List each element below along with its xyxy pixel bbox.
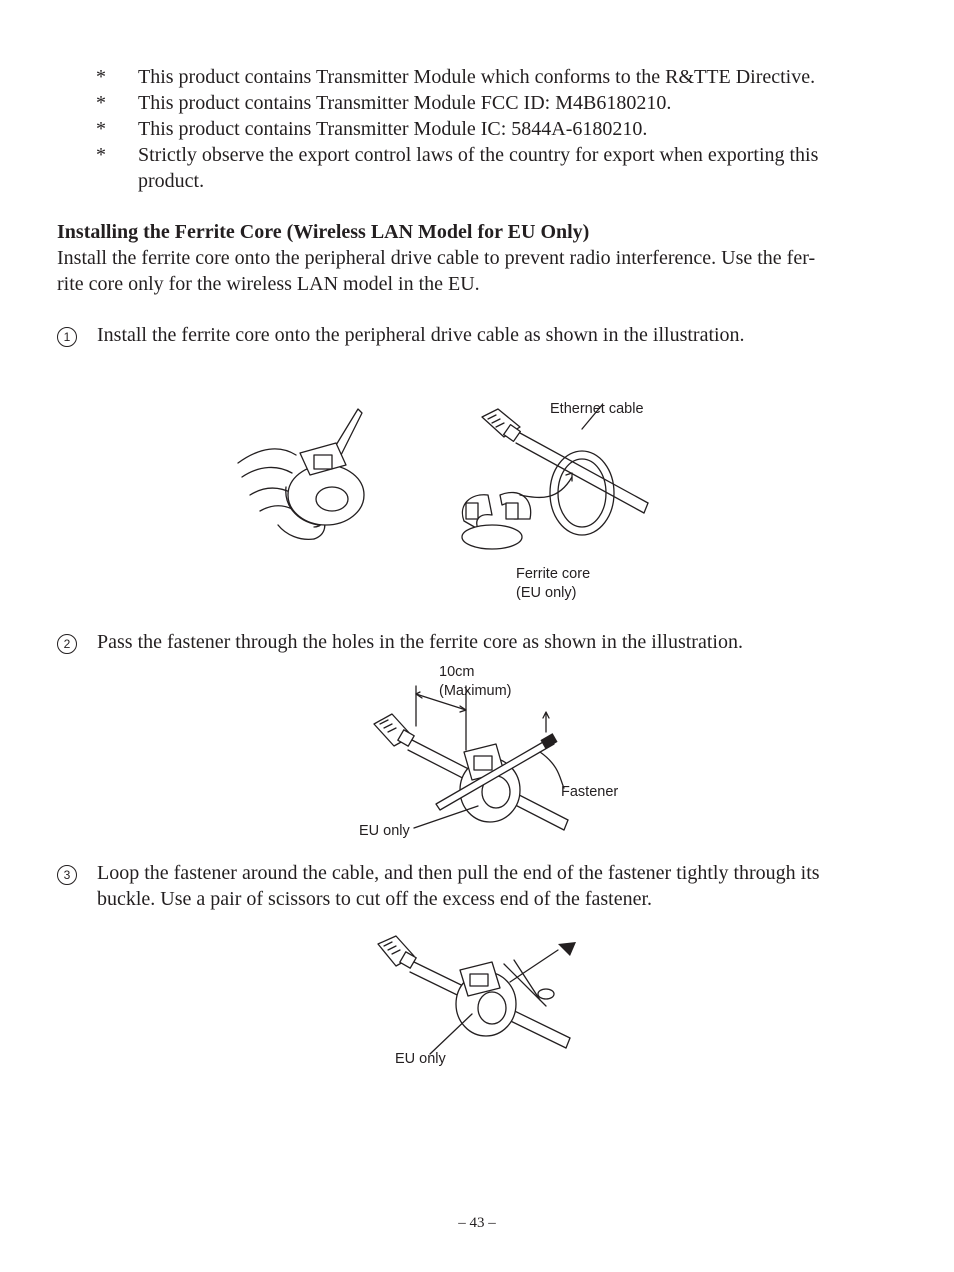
figure-install-core bbox=[230, 395, 670, 565]
ferrite-core bbox=[456, 962, 516, 1036]
leader-eu bbox=[430, 1014, 472, 1054]
note-item bbox=[96, 64, 906, 90]
ferrite-core-open-hand bbox=[286, 443, 364, 525]
page-number: – 43 – bbox=[458, 1215, 496, 1231]
ferrite-core-open-illustration bbox=[462, 473, 572, 549]
note-bullet: * bbox=[96, 92, 106, 114]
note-bullet: * bbox=[96, 66, 106, 88]
step-text-line2: buckle. Use a pair of scissors to cut off the excess end of the fastener. bbox=[97, 888, 653, 910]
step-text-line1: Loop the fastener around the cable, and then pull the end of the fastener tightly through its bbox=[97, 862, 820, 884]
label-ferrite-core-eu: (EU only) bbox=[516, 585, 577, 601]
label-eu-only: EU only bbox=[395, 1051, 446, 1067]
step-number: 1 bbox=[57, 327, 77, 347]
label-distance: 10cm bbox=[439, 664, 475, 680]
label-fastener: Fastener bbox=[561, 784, 619, 800]
section-intro-line1: Install the ferrite core onto the peripheral drive cable to prevent radio interference. Use the fer- bbox=[57, 247, 816, 269]
note-item bbox=[96, 142, 906, 194]
step-text: Pass the fastener through the holes in the ferrite core as shown in the illustration. bbox=[97, 631, 743, 653]
ferrite-core bbox=[460, 744, 520, 822]
fastener-end bbox=[510, 942, 576, 982]
ethernet-plug bbox=[378, 936, 416, 968]
step-text: Install the ferrite core onto the peripheral drive cable as shown in the illustration. bbox=[97, 324, 745, 346]
label-distance-max: (Maximum) bbox=[439, 683, 512, 699]
note-text-line1: Strictly observe the export control laws of the country for export when exporting this bbox=[138, 144, 819, 166]
note-text-line2: product. bbox=[138, 170, 205, 192]
step-number: 2 bbox=[57, 634, 77, 654]
note-bullet: * bbox=[96, 118, 106, 140]
figure-fastener-pass bbox=[360, 680, 630, 830]
label-ferrite-core: Ferrite core bbox=[516, 566, 591, 582]
label-eu-only: EU only bbox=[359, 823, 410, 839]
note-item bbox=[96, 116, 906, 142]
leader-eu bbox=[414, 806, 478, 828]
note-bullet: * bbox=[96, 144, 106, 166]
step-number: 3 bbox=[57, 865, 77, 885]
note-text: This product contains Transmitter Module which conforms to the R&TTE Directive. bbox=[138, 66, 816, 88]
section-heading: Installing the Ferrite Core (Wireless LAN Model for EU Only) bbox=[57, 221, 590, 243]
note-text: This product contains Transmitter Module FCC ID: M4B6180210. bbox=[138, 92, 672, 114]
note-text: This product contains Transmitter Module IC: 5844A-6180210. bbox=[138, 118, 648, 140]
label-ethernet-cable: Ethernet cable bbox=[550, 401, 644, 417]
section-intro-line2: rite core only for the wireless LAN model in the EU. bbox=[57, 273, 480, 295]
note-item bbox=[96, 90, 906, 116]
figure-fastener-tighten bbox=[370, 930, 580, 1060]
ethernet-plug bbox=[374, 714, 414, 746]
